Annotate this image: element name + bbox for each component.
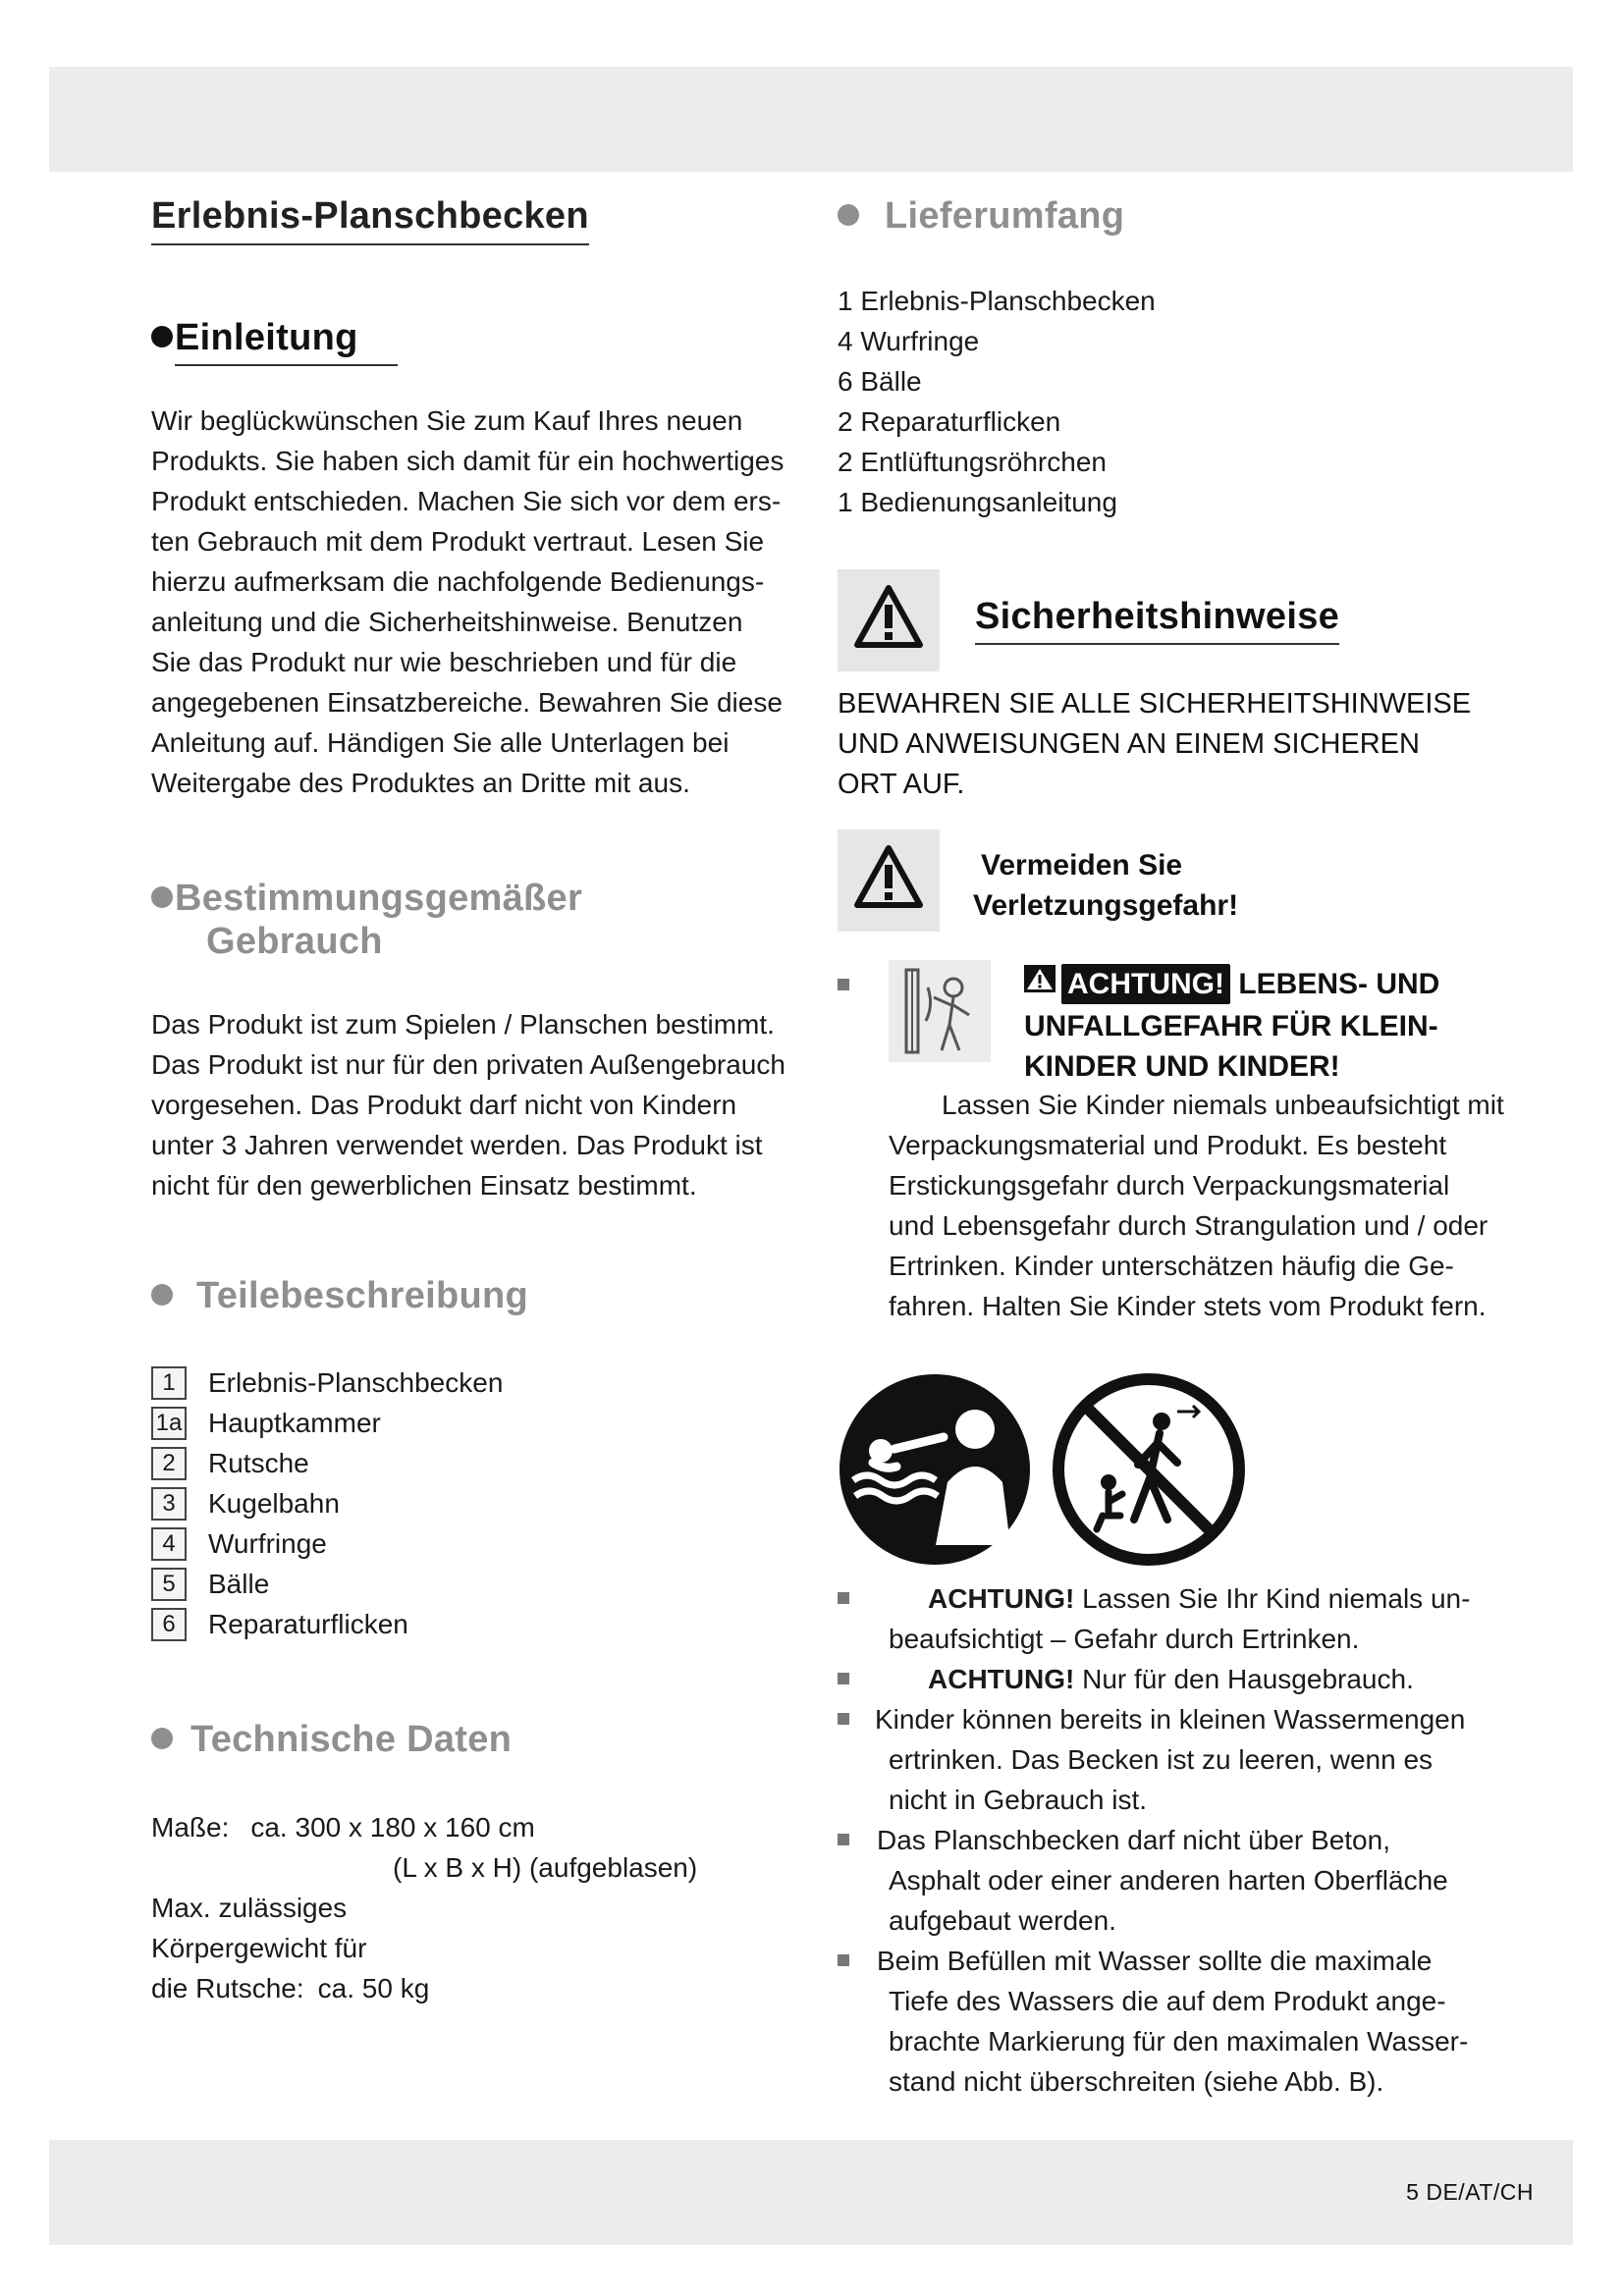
list-item: 1 Erlebnis-Planschbecken xyxy=(838,286,1156,316)
parts-list xyxy=(151,1362,503,1644)
list-item: 1 Bedienungsanleitung xyxy=(838,487,1117,517)
list-item: 5 Bälle xyxy=(151,1564,503,1604)
bullet-dot-icon xyxy=(151,1728,173,1749)
list-item: ACHTUNG! Lassen Sie Ihr Kind niemals un- beaufsichtigt – Gefahr durch Ertrinken. xyxy=(838,1578,1525,1659)
section-heading-teile: Teilebeschreibung xyxy=(151,1275,528,1317)
list-item: 2 Rutsche xyxy=(151,1443,503,1483)
bullet-dot-icon xyxy=(151,1284,173,1306)
list-item: 6 Reparaturflicken xyxy=(151,1604,503,1644)
footer-bar xyxy=(49,2140,1573,2245)
supervision-pictogram-icon xyxy=(838,1372,1032,1572)
child-supervision-icon xyxy=(889,960,991,1062)
bestimmung-text: Das Produkt ist zum Spielen / Planschen bestimmt. Das Produkt ist nur für den privaten Außengebrauch vorgesehen. Das Produkt darf nicht von Kindern unter 3 Jahren verwendet werden. Das Produkt ist nicht für den gewerblichen Einsatz bestimmt. xyxy=(151,1009,785,1201)
no-leaving-child-pictogram-icon xyxy=(1052,1372,1246,1572)
achtung-body-text: Lassen Sie Kinder niemals unbeaufsichtigt mit Verpackungsmaterial und Produkt. Es besteht Erstickungsgefahr durch Verpackungsmaterial und Lebensgefahr durch Strangulation und / oder Ertrinken. Kinder unterschätzen häufig die Ge- fahren. Halten Sie Kinder stets vom Produkt fern. xyxy=(889,1090,1504,1321)
achtung-heading: ACHTUNG! LEBENS- UND UNFALLGEFAHR FÜR KLEIN- KINDER UND KINDER! xyxy=(1024,964,1439,1087)
warning-triangle-icon xyxy=(838,829,940,932)
page-number: 5 DE/AT/CH xyxy=(1406,2179,1534,2205)
header-bar xyxy=(49,67,1573,172)
bullet-square-icon xyxy=(838,1713,849,1725)
document-title: Erlebnis-Planschbecken xyxy=(151,195,589,245)
safety-bullet-list xyxy=(838,1578,1525,2102)
vermeiden-warning: Vermeiden Sie Verletzungsgefahr! xyxy=(973,849,1239,922)
bullet-square-icon xyxy=(838,1673,849,1684)
bullet-dot-icon xyxy=(838,204,859,226)
section-heading-technik: Technische Daten xyxy=(151,1719,512,1761)
section-heading-lieferumfang: Lieferumfang xyxy=(838,195,1124,238)
bullet-dot-icon xyxy=(151,326,173,347)
list-item: 4 Wurfringe xyxy=(151,1523,503,1564)
list-item: Beim Befüllen mit Wasser sollte die maximale Tiefe des Wassers die auf dem Produkt ange- brachte Markierung für den maximalen Wasser- stand nicht überschreiten (siehe Abb. B). xyxy=(838,1941,1525,2102)
list-item: 6 Bälle xyxy=(838,366,922,397)
bullet-square-icon xyxy=(838,1592,849,1604)
list-item: Kinder können bereits in kleinen Wassermengen ertrinken. Das Becken ist zu leeren, wenn es nicht in Gebrauch ist. xyxy=(838,1699,1525,1820)
warning-triangle-icon xyxy=(838,569,940,671)
technik-text: Maße: ca. 300 x 180 x 160 cm (L x B x H) (aufgeblasen) Max. zulässiges Körpergewicht für die Rutsche: ca. 50 kg xyxy=(151,1812,698,2003)
list-item: 1a Hauptkammer xyxy=(151,1403,503,1443)
section-heading-einleitung: Einleitung xyxy=(151,317,398,359)
warning-triangle-icon xyxy=(1024,963,1056,1003)
list-item: Das Planschbecken darf nicht über Beton, Asphalt oder einer anderen harten Oberfläche aufgebaut werden. xyxy=(838,1820,1525,1941)
list-item: 3 Kugelbahn xyxy=(151,1483,503,1523)
safety-intro-text: BEWAHREN SIE ALLE SICHERHEITSHINWEISE UND ANWEISUNGEN AN EINEM SICHEREN ORT AUF. xyxy=(838,688,1472,800)
section-heading-bestimmung: Bestimmungsgemäßer Gebrauch xyxy=(151,877,582,963)
list-item: 4 Wurfringe xyxy=(838,326,980,356)
bullet-square-icon xyxy=(838,1834,849,1845)
section-heading-sicherheit: Sicherheitshinweise xyxy=(975,596,1339,638)
list-item: ACHTUNG! Nur für den Hausgebrauch. xyxy=(838,1659,1525,1699)
list-item: 1 Erlebnis-Planschbecken xyxy=(151,1362,503,1403)
bullet-square-icon xyxy=(838,979,849,990)
lieferumfang-list xyxy=(838,281,1156,522)
list-item: 2 Entlüftungsröhrchen xyxy=(838,447,1107,477)
bullet-square-icon xyxy=(838,1954,849,1966)
einleitung-text: Wir beglückwünschen Sie zum Kauf Ihres neuen Produkts. Sie haben sich damit für ein hochwertiges Produkt entschieden. Machen Sie sich vor dem ers- ten Gebrauch mit dem Produkt vertraut. Lesen Sie hierzu aufmerksam die nachfolgende Bedienungs- anleitung und die Sicherheitshinweise. Benutzen Sie das Produkt nur wie beschrieben und für die angegebenen Einsatzbereiche. Bewahren Sie diese Anleitung auf. Händigen Sie alle Unterlagen bei Weitergabe des Produktes an Dritte mit aus. xyxy=(151,405,785,798)
bullet-dot-icon xyxy=(151,886,173,908)
list-item: 2 Reparaturflicken xyxy=(838,406,1061,437)
